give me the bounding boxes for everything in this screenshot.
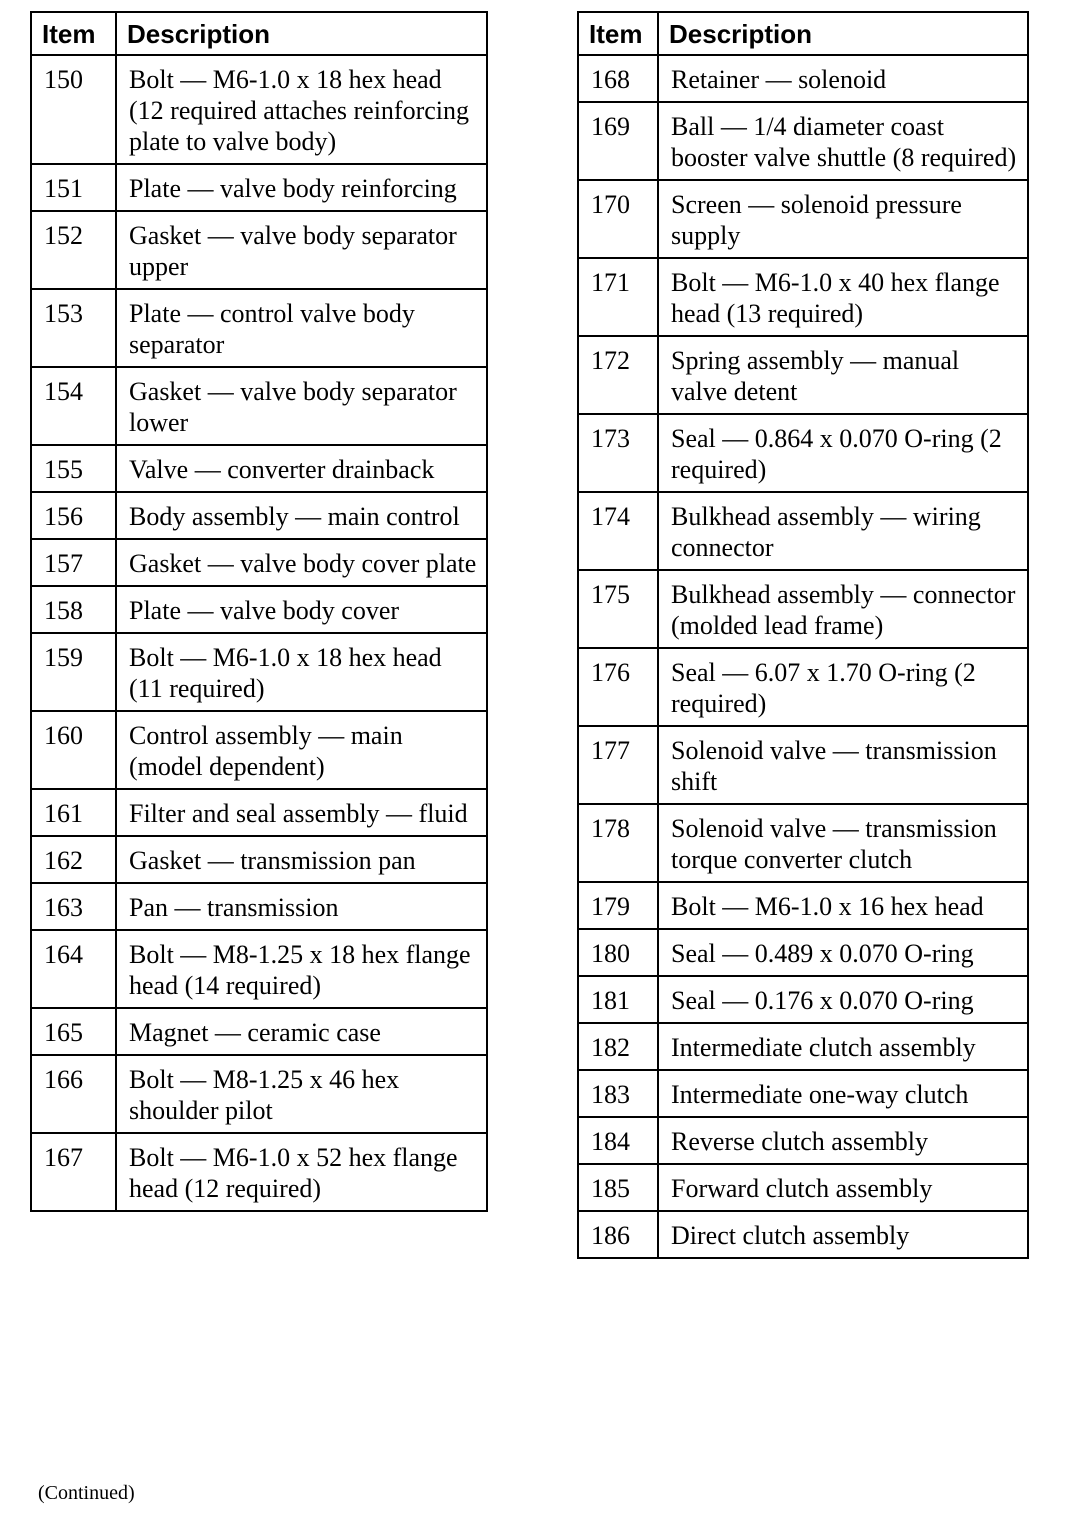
table-row: [31, 55, 487, 164]
item-number: 177: [578, 726, 658, 804]
item-description: Bulkhead assembly — connector (molded lead frame): [658, 570, 1028, 648]
item-description: Gasket — transmission pan: [116, 836, 487, 883]
table-row: [31, 164, 487, 211]
table-row: [578, 492, 1028, 570]
item-description: Retainer — solenoid: [658, 55, 1028, 102]
table-row: [578, 414, 1028, 492]
item-number: 179: [578, 882, 658, 929]
table-row: [578, 1117, 1028, 1164]
item-number: 186: [578, 1211, 658, 1258]
item-description: Seal — 0.864 x 0.070 O-ring (2 required): [658, 414, 1028, 492]
table-row: [31, 586, 487, 633]
item-number: 167: [31, 1133, 116, 1211]
item-number: 169: [578, 102, 658, 180]
table-row: [31, 883, 487, 930]
item-description: Gasket — valve body separator upper: [116, 211, 487, 289]
item-description: Bulkhead assembly — wiring connector: [658, 492, 1028, 570]
table-row: [578, 1211, 1028, 1258]
column-header-item: Item: [578, 12, 658, 55]
item-number: 150: [31, 55, 116, 164]
table-row: [31, 211, 487, 289]
parts-table-left-body: [31, 55, 487, 1211]
item-number: 165: [31, 1008, 116, 1055]
table-row: [31, 492, 487, 539]
item-number: 156: [31, 492, 116, 539]
item-number: 153: [31, 289, 116, 367]
table-row: [31, 1055, 487, 1133]
item-number: 159: [31, 633, 116, 711]
item-number: 160: [31, 711, 116, 789]
item-number: 151: [31, 164, 116, 211]
item-description: Gasket — valve body separator lower: [116, 367, 487, 445]
continued-note: (Continued): [38, 1482, 135, 1504]
item-number: 157: [31, 539, 116, 586]
item-description: Ball — 1/4 diameter coast booster valve shuttle (8 required): [658, 102, 1028, 180]
item-description: Pan — transmission: [116, 883, 487, 930]
item-number: 162: [31, 836, 116, 883]
item-description: Solenoid valve — transmission torque converter clutch: [658, 804, 1028, 882]
item-number: 155: [31, 445, 116, 492]
item-description: Direct clutch assembly: [658, 1211, 1028, 1258]
item-number: 161: [31, 789, 116, 836]
table-row: [31, 633, 487, 711]
table-row: [578, 1164, 1028, 1211]
table-row: [578, 882, 1028, 929]
table-row: [31, 711, 487, 789]
item-number: 176: [578, 648, 658, 726]
item-number: 182: [578, 1023, 658, 1070]
item-description: Magnet — ceramic case: [116, 1008, 487, 1055]
item-description: Bolt — M6-1.0 x 52 hex flange head (12 required): [116, 1133, 487, 1211]
item-description: Forward clutch assembly: [658, 1164, 1028, 1211]
item-number: 171: [578, 258, 658, 336]
table-row: [31, 539, 487, 586]
table-row: [31, 367, 487, 445]
item-description: Bolt — M6-1.0 x 18 hex head (11 required): [116, 633, 487, 711]
item-number: 181: [578, 976, 658, 1023]
item-description: Plate — control valve body separator: [116, 289, 487, 367]
item-number: 175: [578, 570, 658, 648]
item-number: 184: [578, 1117, 658, 1164]
column-header-description: Description: [116, 12, 487, 55]
item-number: 166: [31, 1055, 116, 1133]
table-row: [578, 336, 1028, 414]
item-number: 180: [578, 929, 658, 976]
table-header-row: [31, 12, 487, 55]
item-description: Body assembly — main control: [116, 492, 487, 539]
item-description: Filter and seal assembly — fluid: [116, 789, 487, 836]
table-row: [578, 570, 1028, 648]
item-number: 170: [578, 180, 658, 258]
item-description: Control assembly — main (model dependent): [116, 711, 487, 789]
item-description: Screen — solenoid pressure supply: [658, 180, 1028, 258]
item-description: Spring assembly — manual valve detent: [658, 336, 1028, 414]
table-row: [578, 180, 1028, 258]
table-row: [31, 789, 487, 836]
item-number: 164: [31, 930, 116, 1008]
table-row: [31, 836, 487, 883]
table-row: [31, 445, 487, 492]
table-row: [31, 1133, 487, 1211]
item-number: 183: [578, 1070, 658, 1117]
item-description: Intermediate one-way clutch: [658, 1070, 1028, 1117]
item-number: 178: [578, 804, 658, 882]
table-row: [578, 102, 1028, 180]
item-number: 172: [578, 336, 658, 414]
parts-table-right-body: [578, 55, 1028, 1258]
item-number: 154: [31, 367, 116, 445]
table-row: [31, 289, 487, 367]
column-header-item: Item: [31, 12, 116, 55]
table-header-row: [578, 12, 1028, 55]
item-description: Bolt — M8-1.25 x 46 hex shoulder pilot: [116, 1055, 487, 1133]
item-description: Bolt — M6-1.0 x 40 hex flange head (13 required): [658, 258, 1028, 336]
item-description: Gasket — valve body cover plate: [116, 539, 487, 586]
table-row: [578, 726, 1028, 804]
item-number: 152: [31, 211, 116, 289]
item-number: 158: [31, 586, 116, 633]
table-row: [578, 258, 1028, 336]
item-description: Intermediate clutch assembly: [658, 1023, 1028, 1070]
table-row: [578, 55, 1028, 102]
item-description: Valve — converter drainback: [116, 445, 487, 492]
item-description: Bolt — M6-1.0 x 18 hex head (12 required attaches reinforcing plate to valve body): [116, 55, 487, 164]
item-number: 185: [578, 1164, 658, 1211]
item-description: Seal — 0.489 x 0.070 O-ring: [658, 929, 1028, 976]
column-header-description: Description: [658, 12, 1028, 55]
table-row: [31, 930, 487, 1008]
item-description: Seal — 6.07 x 1.70 O-ring (2 required): [658, 648, 1028, 726]
parts-table-right: [577, 11, 1029, 1259]
table-row: [578, 648, 1028, 726]
parts-table-left: [30, 11, 488, 1212]
table-row: [31, 1008, 487, 1055]
item-number: 173: [578, 414, 658, 492]
item-description: Reverse clutch assembly: [658, 1117, 1028, 1164]
item-number: 168: [578, 55, 658, 102]
item-description: Plate — valve body cover: [116, 586, 487, 633]
item-description: Bolt — M6-1.0 x 16 hex head: [658, 882, 1028, 929]
item-description: Bolt — M8-1.25 x 18 hex flange head (14 required): [116, 930, 487, 1008]
item-number: 163: [31, 883, 116, 930]
table-row: [578, 929, 1028, 976]
item-number: 174: [578, 492, 658, 570]
item-description: Plate — valve body reinforcing: [116, 164, 487, 211]
table-row: [578, 1023, 1028, 1070]
item-description: Seal — 0.176 x 0.070 O-ring: [658, 976, 1028, 1023]
table-row: [578, 976, 1028, 1023]
item-description: Solenoid valve — transmission shift: [658, 726, 1028, 804]
table-row: [578, 1070, 1028, 1117]
table-row: [578, 804, 1028, 882]
